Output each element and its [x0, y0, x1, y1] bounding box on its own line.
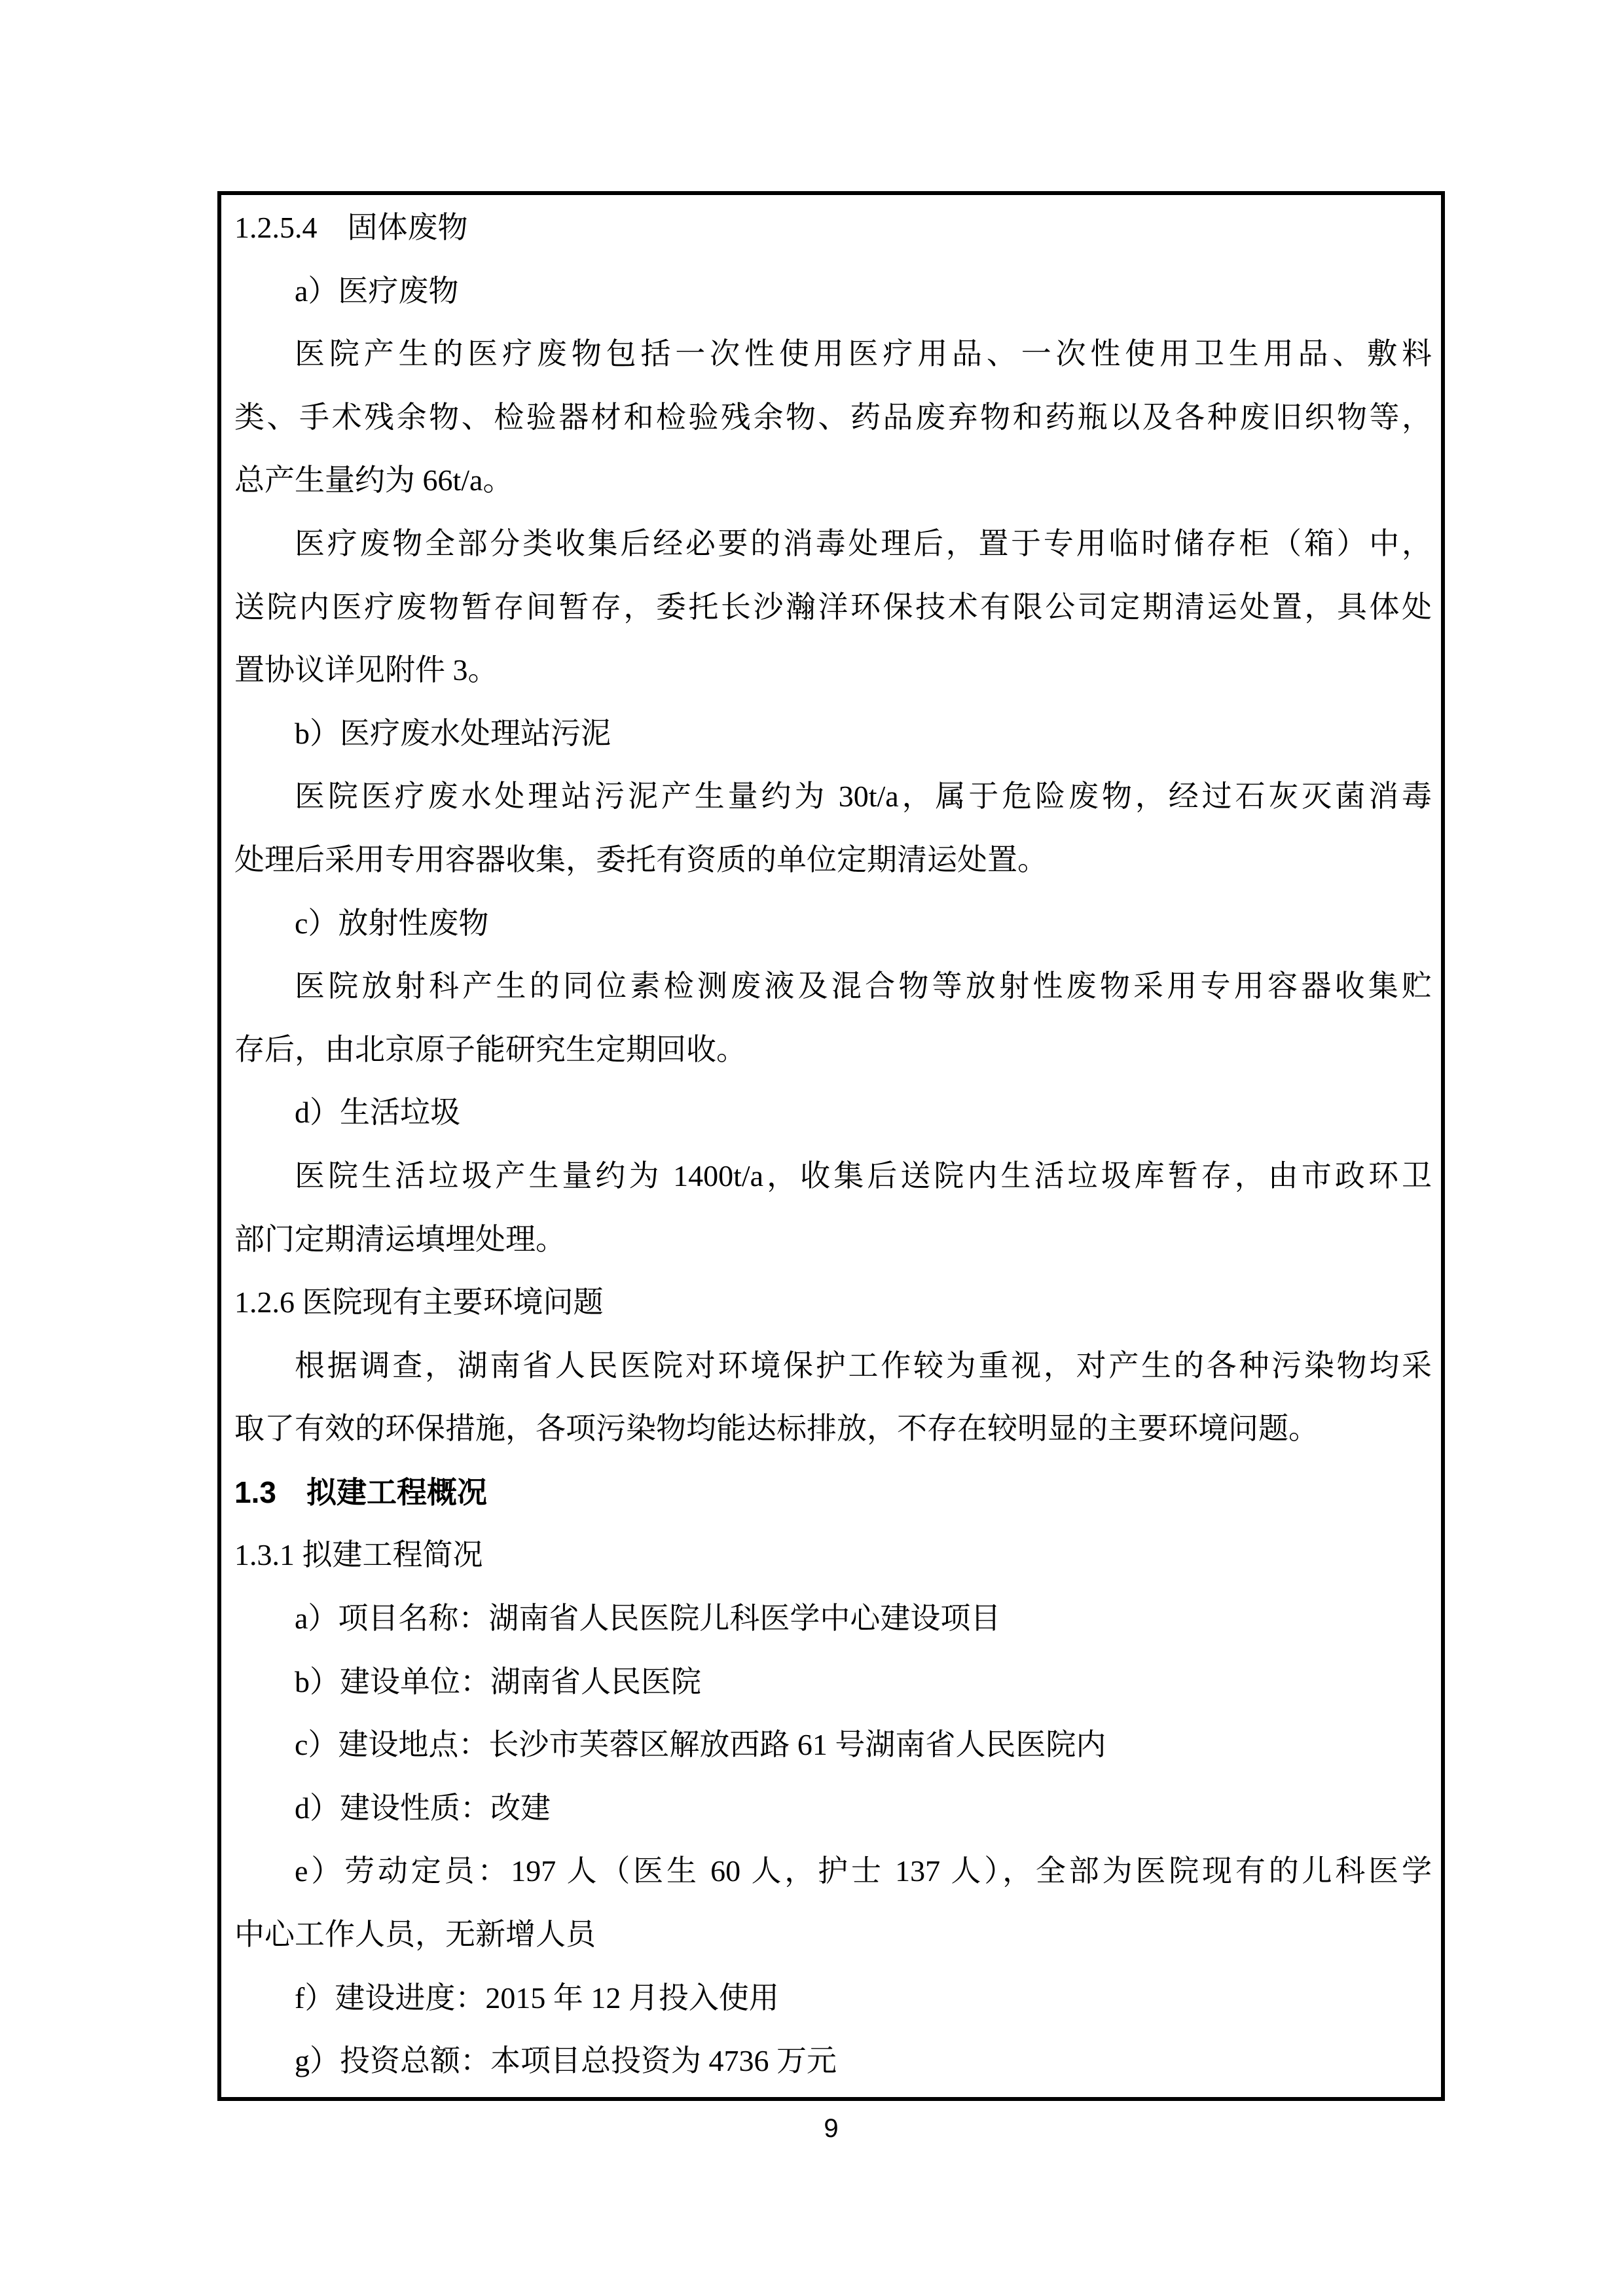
text-line: 医院放射科产生的同位素检测废液及混合物等放射性废物采用专用容器收集贮 [295, 969, 1432, 1003]
text-line: a）医疗废物 [295, 274, 459, 308]
text-line: 医院生活垃圾产生量约为 1400t/a，收集后送院内生活垃圾库暂存，由市政环卫 [295, 1158, 1432, 1193]
text-line: 中心工作人员，无新增人员 [234, 1918, 596, 1952]
text-line: 医院医疗废水处理站污泥产生量约为 30t/a，属于危险废物，经过石灰灭菌消毒 [295, 780, 1432, 814]
document-box [217, 191, 1445, 2101]
text-line: c）放射性废物 [295, 906, 489, 940]
text-line: 总产生量约为 66t/a。 [234, 463, 513, 497]
text-line: 送院内医疗废物暂存间暂存，委托长沙瀚洋环保技术有限公司定期清运处置，具体处 [234, 590, 1432, 624]
text-line: 1.2.5.4 固体废物 [234, 211, 468, 244]
text-line: 存后，由北京原子能研究生定期回收。 [234, 1032, 746, 1066]
text-line: 1.3.1 拟建工程简况 [234, 1538, 483, 1572]
text-line: d）建设性质：改建 [295, 1791, 551, 1825]
text-line: c）建设地点：长沙市芙蓉区解放西路 61 号湖南省人民医院内 [295, 1728, 1106, 1762]
text-line: 置协议详见附件 3。 [234, 653, 498, 687]
text-line: 取了有效的环保措施，各项污染物均能达标排放，不存在较明显的主要环境问题。 [234, 1412, 1319, 1446]
text-line: f）建设进度：2015 年 12 月投入使用 [295, 1981, 779, 2015]
text-line: 1.2.6 医院现有主要环境问题 [234, 1285, 604, 1319]
text-line: g）投资总额：本项目总投资为 4736 万元 [295, 2044, 837, 2078]
text-line: 医疗废物全部分类收集后经必要的消毒处理后，置于专用临时储存柜（箱）中， [295, 526, 1432, 560]
text-line: 处理后采用专用容器收集，委托有资质的单位定期清运处置。 [234, 842, 1048, 876]
text-line: b）医疗废水处理站污泥 [295, 716, 611, 750]
text-line: 1.3 拟建工程概况 [234, 1475, 487, 1509]
text-line: a）项目名称：湖南省人民医院儿科医学中心建设项目 [295, 1602, 1001, 1636]
text-line: b）建设单位：湖南省人民医院 [295, 1664, 701, 1698]
page-number: 9 [824, 2114, 839, 2143]
text-line: 医院产生的医疗废物包括一次性使用医疗用品、一次性使用卫生用品、敷料 [295, 337, 1432, 371]
text-line: 部门定期清运填埋处理。 [234, 1222, 566, 1256]
text-line: d）生活垃圾 [295, 1096, 460, 1130]
text-line: 类、手术残余物、检验器材和检验残余物、药品废弃物和药瓶以及各种废旧织物等， [234, 400, 1432, 434]
text-line: e）劳动定员：197 人（医生 60 人，护士 137 人），全部为医院现有的儿科医学 [295, 1854, 1432, 1888]
text-line: 根据调查，湖南省人民医院对环境保护工作较为重视，对产生的各种污染物均采 [295, 1348, 1432, 1382]
